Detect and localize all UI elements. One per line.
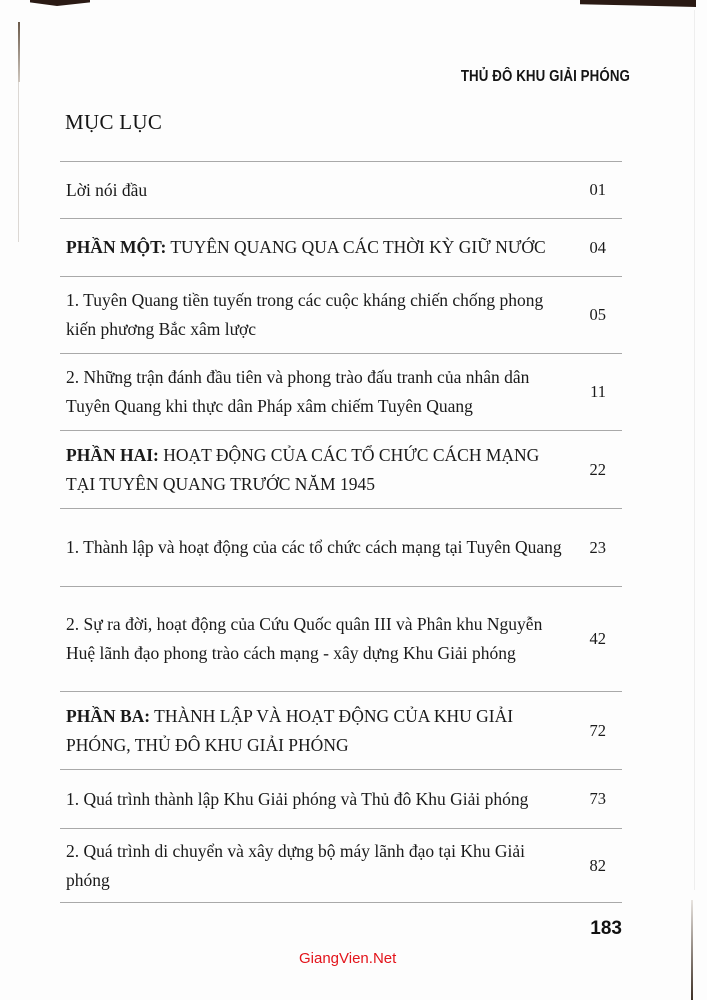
- toc-part-label: PHẦN BA:: [66, 705, 151, 726]
- toc-divider: [60, 691, 622, 692]
- toc-entry[interactable]: [60, 829, 622, 902]
- toc-divider: [60, 586, 622, 587]
- toc-entry-text: HOẠT ĐỘNG CỦA CÁC TỔ CHỨC CÁCH MẠNG TẠI TUYÊN QUANG TRƯỚC NĂM 1945: [66, 444, 540, 494]
- toc-part-label: PHẦN HAI:: [66, 444, 159, 465]
- toc-entry-title: [66, 610, 576, 668]
- toc-page-number: 72: [589, 720, 606, 740]
- toc-entry[interactable]: [60, 354, 622, 430]
- toc-entry[interactable]: [60, 431, 622, 508]
- toc-entry-title: [66, 441, 576, 499]
- toc-entry-text: 1. Tuyên Quang tiền tuyến trong các cuộc kháng chiến chống phong kiến phương Bắc xâm lược: [66, 290, 544, 339]
- toc-page-number: 73: [589, 789, 606, 808]
- toc-entry-text: 1. Quá trình thành lập Khu Giải phóng và Thủ đô Khu Giải phóng: [66, 788, 529, 809]
- toc-divider: [60, 161, 622, 162]
- running-head: THỦ ĐÔ KHU GIẢI PHÓNG: [460, 68, 630, 85]
- toc-part-label: PHẦN MỘT:: [66, 237, 167, 257]
- toc-page-number: 04: [589, 237, 606, 257]
- scan-edge-left-thin: [18, 82, 19, 242]
- toc-entry-title: [66, 363, 576, 421]
- table-of-contents: [60, 161, 622, 903]
- toc-entry[interactable]: [60, 162, 622, 218]
- toc-page-number: 01: [589, 180, 606, 199]
- toc-divider: [60, 828, 622, 829]
- toc-page-number: 23: [589, 537, 606, 557]
- toc-divider: [60, 769, 622, 770]
- toc-page-number: 22: [589, 459, 606, 479]
- scan-edge-right-thin: [694, 10, 695, 890]
- toc-divider: [60, 353, 622, 354]
- toc-divider: [60, 508, 622, 509]
- toc-page-number: 11: [590, 382, 606, 401]
- toc-entry-title: [66, 233, 576, 262]
- toc-entry-title: [66, 837, 576, 895]
- toc-entry-title: [66, 785, 576, 814]
- toc-entry[interactable]: [60, 587, 622, 691]
- toc-entry-title: [66, 533, 576, 562]
- scan-edge-left: [18, 22, 20, 82]
- toc-entry-title: [66, 702, 576, 760]
- toc-entry[interactable]: [60, 770, 622, 828]
- toc-page-number: 05: [589, 305, 606, 324]
- scan-edge-right: [691, 900, 693, 1000]
- toc-entry[interactable]: [60, 692, 622, 769]
- toc-entry[interactable]: [60, 509, 622, 586]
- toc-entry-text: 2. Sự ra đời, hoạt động của Cứu Quốc quân III và Phân khu Nguyễn Huệ lãnh đạo phong trào cách mạng - xây dựng Khu Giải phóng: [66, 614, 543, 663]
- toc-entry-text: 2. Những trận đánh đầu tiên và phong trào đấu tranh của nhân dân Tuyên Quang khi thực dân Pháp xâm chiếm Tuyên Quang: [66, 367, 530, 416]
- toc-entry-title: [66, 176, 576, 205]
- toc-entry-text: 2. Quá trình di chuyển và xây dựng bộ máy lãnh đạo tại Khu Giải phóng: [66, 840, 526, 890]
- toc-entry[interactable]: [60, 219, 622, 276]
- scan-edge-top-right: [580, 0, 696, 7]
- toc-page-number: 42: [589, 629, 606, 648]
- toc-divider: [60, 276, 622, 277]
- page-number: 183: [590, 918, 622, 939]
- toc-divider: [60, 218, 622, 219]
- toc-title: MỤC LỤC: [65, 110, 163, 134]
- toc-entry-text: TUYÊN QUANG QUA CÁC THỜI KỲ GIỮ NƯỚC: [166, 237, 546, 257]
- toc-entry-text: Lời nói đầu: [66, 179, 148, 200]
- toc-page-number: 82: [589, 855, 606, 875]
- toc-entry-text: THÀNH LẬP VÀ HOẠT ĐỘNG CỦA KHU GIẢI PHÓNG, THỦ ĐÔ KHU GIẢI PHÓNG: [66, 705, 514, 755]
- toc-divider: [60, 430, 622, 431]
- scan-edge-top-left: [30, 0, 90, 6]
- toc-entry[interactable]: [60, 277, 622, 353]
- toc-entry-title: [66, 286, 576, 344]
- toc-divider: [60, 902, 622, 903]
- toc-entry-text: 1. Thành lập và hoạt động của các tổ chức cách mạng tại Tuyên Quang: [66, 537, 562, 557]
- watermark-link[interactable]: GiangVien.Net: [299, 950, 397, 967]
